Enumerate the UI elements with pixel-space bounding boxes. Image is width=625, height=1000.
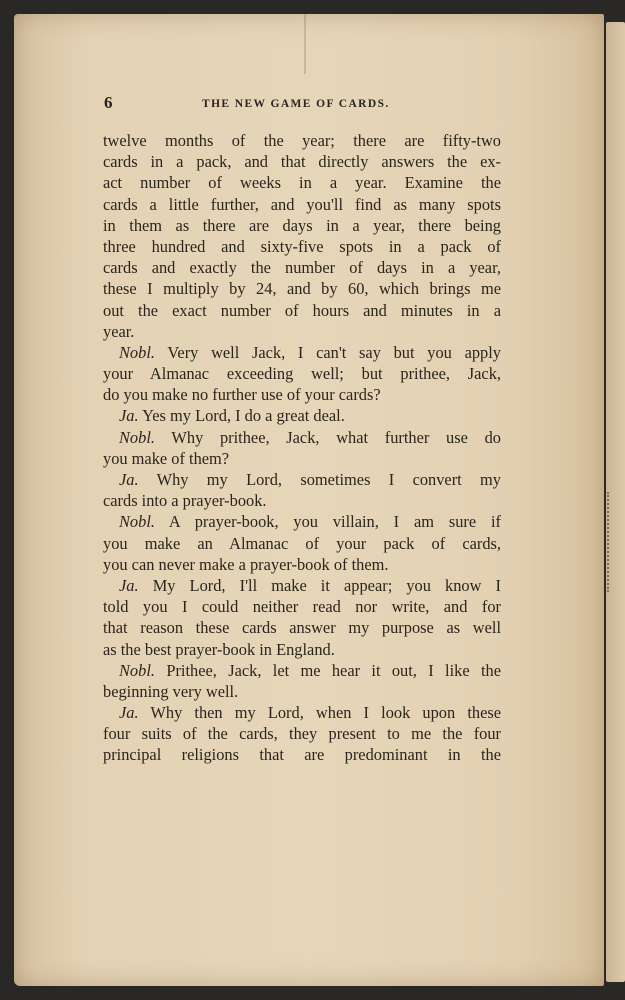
text-line (103, 215, 501, 236)
speaker-label: Ja. (119, 470, 139, 489)
line-text: Yes my Lord, I do a great deal. (142, 406, 345, 426)
line-text: three hundred and sixty-five spots in a pack of (103, 236, 501, 256)
text-line (103, 554, 501, 575)
text-line (103, 702, 501, 723)
speaker-label: Nobl. (119, 512, 155, 532)
text-line (103, 151, 501, 172)
binding-stitch (607, 492, 614, 592)
line-text: cards and exactly the number of days in a year, (103, 258, 501, 278)
text-line (103, 384, 501, 405)
line-text: Why prithee, Jack, what further use do (171, 427, 502, 447)
text-line (103, 448, 501, 469)
line-text: you make of them? (103, 448, 230, 468)
running-title: THE NEW GAME OF CARDS. (202, 98, 390, 110)
line-text: you can never make a prayer-book of them. (103, 554, 389, 574)
speaker-label: Nobl. (119, 660, 155, 680)
text-line (103, 405, 501, 426)
body-text (103, 130, 501, 766)
line-text: year. (103, 321, 135, 341)
line-text: twelve months of the year; there are fifty-two (103, 131, 501, 150)
text-line (103, 130, 501, 151)
text-line (103, 363, 501, 384)
text-line (103, 744, 501, 765)
text-line (103, 490, 501, 511)
line-text: that reason these cards answer my purpose as well (103, 618, 501, 638)
line-text: as the best prayer-book in England. (103, 639, 335, 659)
speaker-label: Ja. (119, 703, 139, 723)
text-line (103, 300, 501, 321)
line-text: A prayer-book, you villain, I am sure if (168, 512, 501, 532)
text-line (103, 533, 501, 554)
speaker-label: Ja. (119, 406, 139, 426)
line-text: My Lord, I'll make it appear; you know I (152, 575, 501, 595)
line-text: your Almanac exceeding well; but prithee, Jack, (103, 364, 501, 384)
line-text: out the exact number of hours and minutes in a (103, 300, 501, 320)
page-number: 6 (104, 93, 113, 112)
text-line (103, 511, 501, 532)
line-text: Very well Jack, I can't say but you apply (167, 342, 501, 362)
line-text: beginning very well. (103, 681, 239, 701)
text-line (103, 236, 501, 257)
text-line (103, 469, 501, 490)
text-line (103, 321, 501, 342)
line-text: do you make no further use of your cards? (103, 385, 381, 405)
line-text: cards a little further, and you'll find as many spots (103, 194, 501, 214)
speaker-label: Ja. (119, 575, 139, 595)
text-line (103, 660, 501, 681)
line-text: Why then my Lord, when I look upon these (150, 703, 501, 723)
line-text: told you I could neither read nor write, and for (103, 597, 501, 617)
text-line (103, 596, 501, 617)
text-line (103, 575, 501, 596)
speaker-label: Nobl. (119, 427, 155, 447)
line-text: in them as there are days in a year, there being (103, 215, 501, 235)
text-line (103, 172, 501, 193)
text-line (103, 278, 501, 299)
adjacent-page-edge (606, 22, 625, 982)
line-text: cards in a pack, and that directly answers the ex- (103, 152, 501, 172)
text-line (103, 257, 501, 278)
page-fold-crease (304, 14, 306, 74)
text-line (103, 427, 501, 448)
text-line (103, 681, 501, 702)
text-line (103, 723, 501, 744)
speaker-label: Nobl. (119, 342, 155, 362)
line-text: Prithee, Jack, let me hear it out, I like the (166, 660, 501, 680)
page-header (104, 93, 500, 117)
text-line (103, 194, 501, 215)
line-text: four suits of the cards, they present to me the four (103, 724, 501, 744)
line-text: principal religions that are predominant in the (103, 745, 501, 765)
line-text: Why my Lord, sometimes I convert my (156, 470, 501, 489)
text-line (103, 342, 501, 363)
line-text: act number of weeks in a year. Examine the (103, 173, 501, 193)
line-text: you make an Almanac of your pack of cards, (103, 533, 501, 553)
line-text: these I multiply by 24, and by 60, which brings me (103, 279, 501, 299)
line-text: cards into a prayer-book. (103, 491, 267, 511)
text-line (103, 639, 501, 660)
text-line (103, 617, 501, 638)
